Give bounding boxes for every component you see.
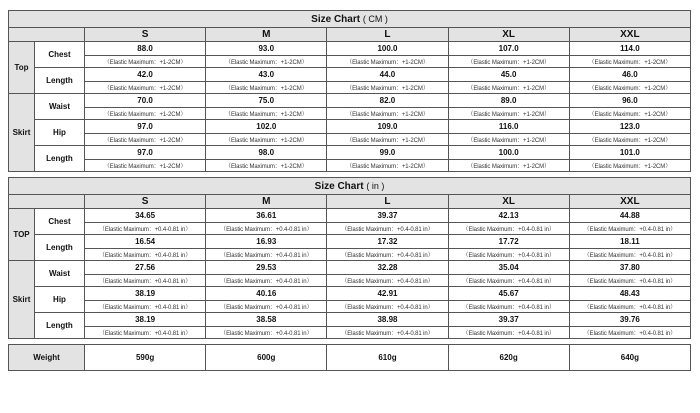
size-header: L — [327, 195, 448, 209]
weight-table — [8, 344, 691, 371]
value-cell: 16.93 — [206, 235, 327, 249]
value-cell: 39.76 — [569, 313, 690, 327]
measure-label-length: Length — [35, 146, 85, 172]
elastic-note: （Elastic Maximum：+0.4-0.81 in） — [327, 301, 448, 313]
size-header-row — [9, 195, 691, 209]
elastic-note: （Elastic Maximum：+1-2CM） — [206, 134, 327, 146]
value-cell: 38.19 — [85, 313, 206, 327]
value-cell: 42.0 — [85, 68, 206, 82]
elastic-note: （Elastic Maximum：+1-2CM） — [448, 56, 569, 68]
value-cell: 109.0 — [327, 120, 448, 134]
value-cell: 42.13 — [448, 209, 569, 223]
value-cell: 39.37 — [327, 209, 448, 223]
value-cell: 27.56 — [85, 261, 206, 275]
elastic-note: （Elastic Maximum：+1-2CM） — [569, 160, 690, 172]
elastic-note: （Elastic Maximum：+0.4-0.81 in） — [448, 275, 569, 287]
value-cell: 70.0 — [85, 94, 206, 108]
elastic-note: （Elastic Maximum：+0.4-0.81 in） — [85, 301, 206, 313]
value-cell: 44.0 — [327, 68, 448, 82]
value-cell: 36.61 — [206, 209, 327, 223]
value-cell: 32.28 — [327, 261, 448, 275]
elastic-note: （Elastic Maximum：+0.4-0.81 in） — [448, 327, 569, 339]
elastic-note: （Elastic Maximum：+0.4-0.81 in） — [327, 223, 448, 235]
elastic-note: （Elastic Maximum：+1-2CM） — [206, 82, 327, 94]
value-cell: 45.0 — [448, 68, 569, 82]
size-header: XL — [448, 195, 569, 209]
chart-title-in: Size Chart ( in ) — [9, 178, 691, 195]
value-cell: 42.91 — [327, 287, 448, 301]
value-cell: 44.88 — [569, 209, 690, 223]
elastic-note: （Elastic Maximum：+1-2CM） — [569, 108, 690, 120]
value-cell: 38.98 — [327, 313, 448, 327]
elastic-note: （Elastic Maximum：+1-2CM） — [448, 160, 569, 172]
elastic-note: （Elastic Maximum：+1-2CM） — [448, 134, 569, 146]
elastic-note: （Elastic Maximum：+0.4-0.81 in） — [569, 327, 690, 339]
group-label-skirt: Skirt — [9, 261, 35, 339]
elastic-note: （Elastic Maximum：+0.4-0.81 in） — [327, 249, 448, 261]
value-cell: 97.0 — [85, 120, 206, 134]
elastic-note: （Elastic Maximum：+1-2CM） — [327, 134, 448, 146]
measure-label-hip: Hip — [35, 120, 85, 146]
size-chart-container — [8, 10, 691, 371]
elastic-note: （Elastic Maximum：+0.4-0.81 in） — [85, 275, 206, 287]
elastic-note: （Elastic Maximum：+0.4-0.81 in） — [569, 223, 690, 235]
size-header: M — [206, 195, 327, 209]
elastic-note: （Elastic Maximum：+0.4-0.81 in） — [448, 249, 569, 261]
elastic-note: （Elastic Maximum：+1-2CM） — [569, 82, 690, 94]
elastic-note: （Elastic Maximum：+0.4-0.81 in） — [569, 301, 690, 313]
value-cell: 75.0 — [206, 94, 327, 108]
elastic-note: （Elastic Maximum：+1-2CM） — [206, 160, 327, 172]
value-cell: 96.0 — [569, 94, 690, 108]
elastic-note: （Elastic Maximum：+1-2CM） — [85, 56, 206, 68]
measure-label-hip: Hip — [35, 287, 85, 313]
elastic-note: （Elastic Maximum：+0.4-0.81 in） — [448, 223, 569, 235]
value-cell: 17.72 — [448, 235, 569, 249]
value-cell: 116.0 — [448, 120, 569, 134]
elastic-note: （Elastic Maximum：+0.4-0.81 in） — [569, 249, 690, 261]
group-label-top: Top — [9, 42, 35, 94]
value-cell: 82.0 — [327, 94, 448, 108]
elastic-note: （Elastic Maximum：+0.4-0.81 in） — [569, 275, 690, 287]
size-header: S — [85, 195, 206, 209]
elastic-note: （Elastic Maximum：+0.4-0.81 in） — [206, 223, 327, 235]
elastic-note: （Elastic Maximum：+1-2CM） — [448, 108, 569, 120]
value-cell: 34.65 — [85, 209, 206, 223]
value-cell: 39.37 — [448, 313, 569, 327]
elastic-note: （Elastic Maximum：+1-2CM） — [569, 134, 690, 146]
value-cell: 29.53 — [206, 261, 327, 275]
elastic-note: （Elastic Maximum：+1-2CM） — [85, 108, 206, 120]
elastic-note: （Elastic Maximum：+1-2CM） — [448, 82, 569, 94]
elastic-note: （Elastic Maximum：+1-2CM） — [569, 56, 690, 68]
value-cell: 88.0 — [85, 42, 206, 56]
chart-title-cm: Size Chart ( CM ) — [9, 11, 691, 28]
measure-label-waist: Waist — [35, 94, 85, 120]
value-cell: 16.54 — [85, 235, 206, 249]
elastic-note: （Elastic Maximum：+0.4-0.81 in） — [206, 301, 327, 313]
value-cell: 18.11 — [569, 235, 690, 249]
elastic-note: （Elastic Maximum：+0.4-0.81 in） — [85, 327, 206, 339]
elastic-note: （Elastic Maximum：+1-2CM） — [85, 134, 206, 146]
value-cell: 114.0 — [569, 42, 690, 56]
size-header: XL — [448, 28, 569, 42]
measure-label-length: Length — [35, 313, 85, 339]
value-cell: 40.16 — [206, 287, 327, 301]
weight-value: 610g — [327, 345, 448, 371]
size-header: XXL — [569, 195, 690, 209]
measure-label-length: Length — [35, 235, 85, 261]
weight-value: 600g — [206, 345, 327, 371]
size-chart-cm — [8, 10, 691, 172]
value-cell: 102.0 — [206, 120, 327, 134]
elastic-note: （Elastic Maximum：+0.4-0.81 in） — [206, 249, 327, 261]
value-cell: 38.19 — [85, 287, 206, 301]
measure-label-chest: Chest — [35, 209, 85, 235]
size-header: S — [85, 28, 206, 42]
elastic-note: （Elastic Maximum：+1-2CM） — [85, 82, 206, 94]
size-header-row — [9, 28, 691, 42]
elastic-note: （Elastic Maximum：+1-2CM） — [327, 108, 448, 120]
elastic-note: （Elastic Maximum：+1-2CM） — [327, 160, 448, 172]
elastic-note: （Elastic Maximum：+1-2CM） — [327, 56, 448, 68]
weight-label: Weight — [9, 345, 85, 371]
value-cell: 107.0 — [448, 42, 569, 56]
unit-label-cm: ( CM ) — [362, 13, 388, 24]
value-cell: 100.0 — [327, 42, 448, 56]
measure-label-length: Length — [35, 68, 85, 94]
elastic-note: （Elastic Maximum：+1-2CM） — [327, 82, 448, 94]
unit-label-in: ( in ) — [366, 180, 385, 191]
measure-label-waist: Waist — [35, 261, 85, 287]
value-cell: 37.80 — [569, 261, 690, 275]
weight-value: 590g — [85, 345, 206, 371]
value-cell: 100.0 — [448, 146, 569, 160]
size-header: M — [206, 28, 327, 42]
elastic-note: （Elastic Maximum：+0.4-0.81 in） — [85, 249, 206, 261]
value-cell: 35.04 — [448, 261, 569, 275]
elastic-note: （Elastic Maximum：+1-2CM） — [85, 160, 206, 172]
value-cell: 97.0 — [85, 146, 206, 160]
value-cell: 38.58 — [206, 313, 327, 327]
value-cell: 93.0 — [206, 42, 327, 56]
group-label-skirt: Skirt — [9, 94, 35, 172]
elastic-note: （Elastic Maximum：+1-2CM） — [206, 56, 327, 68]
value-cell: 89.0 — [448, 94, 569, 108]
value-cell: 46.0 — [569, 68, 690, 82]
value-cell: 17.32 — [327, 235, 448, 249]
elastic-note: （Elastic Maximum：+0.4-0.81 in） — [206, 327, 327, 339]
elastic-note: （Elastic Maximum：+0.4-0.81 in） — [448, 301, 569, 313]
value-cell: 98.0 — [206, 146, 327, 160]
size-chart-in — [8, 177, 691, 339]
weight-value: 620g — [448, 345, 569, 371]
value-cell: 43.0 — [206, 68, 327, 82]
elastic-note: （Elastic Maximum：+0.4-0.81 in） — [206, 275, 327, 287]
elastic-note: （Elastic Maximum：+1-2CM） — [206, 108, 327, 120]
group-label-top: TOP — [9, 209, 35, 261]
measure-label-chest: Chest — [35, 42, 85, 68]
elastic-note: （Elastic Maximum：+0.4-0.81 in） — [327, 327, 448, 339]
weight-value: 640g — [569, 345, 690, 371]
value-cell: 123.0 — [569, 120, 690, 134]
value-cell: 99.0 — [327, 146, 448, 160]
value-cell: 45.67 — [448, 287, 569, 301]
elastic-note: （Elastic Maximum：+0.4-0.81 in） — [85, 223, 206, 235]
size-header: L — [327, 28, 448, 42]
value-cell: 101.0 — [569, 146, 690, 160]
elastic-note: （Elastic Maximum：+0.4-0.81 in） — [327, 275, 448, 287]
value-cell: 48.43 — [569, 287, 690, 301]
size-header: XXL — [569, 28, 690, 42]
